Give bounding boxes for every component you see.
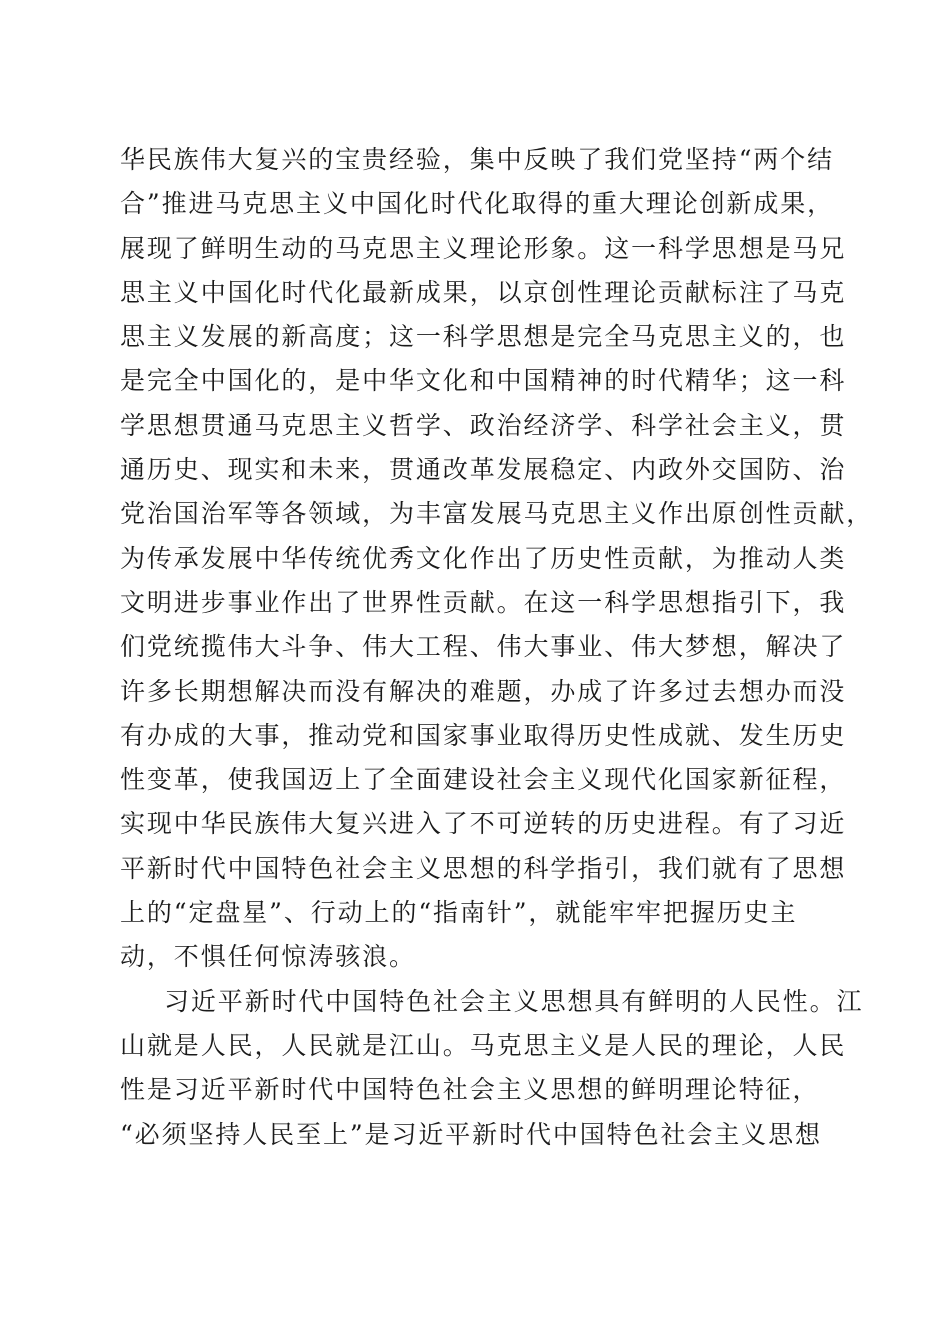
text-line: 学思想贯通马克思主义哲学、政治经济学、科学社会主义，贯 [120,410,847,440]
text-line: “必须坚持人民至上”是习近平新时代中国特色社会主义思想 [120,1119,822,1149]
text-line: 性是习近平新时代中国特色社会主义思想的鲜明理论特征， [120,1075,820,1105]
text-line: 通历史、现实和未来，贯通改革发展稳定、内政外交国防、治 [120,455,847,485]
text-line: 上的“定盘星”、行动上的“指南针”，就能牢牢把握历史主 [120,898,798,928]
text-line: 动，不惧任何惊涛骇浪。 [120,942,416,972]
text-line: 平新时代中国特色社会主义思想的科学指引，我们就有了思想 [120,853,847,883]
text-line: 为传承发展中华传统优秀文化作出了历史性贡献，为推动人类 [120,543,847,573]
text-line: 思主义发展的新高度；这一科学思想是完全马克思主义的，也 [120,322,847,352]
text-line: 合”推进马克思主义中国化时代化取得的重大理论创新成果， [120,189,835,219]
text-line: 思主义中国化时代化最新成果，以京创性理论贡献标注了马克 [120,277,847,307]
text-line: 文明进步事业作出了世界性贡献。在这一科学思想指引下，我 [120,587,847,617]
text-line: 许多长期想解决而没有解决的难题，办成了许多过去想办而没 [120,676,847,706]
text-line: 性变革，使我国迈上了全面建设社会主义现代化国家新征程， [120,765,847,795]
text-line: 实现中华民族伟大复兴进入了不可逆转的历史进程。有了习近 [120,809,847,839]
body-text [120,138,874,1157]
text-line: 们党统揽伟大斗争、伟大工程、伟大事业、伟大梦想，解决了 [120,632,847,662]
text-line: 山就是人民，人民就是江山。马克思主义是人民的理论，人民 [120,1030,847,1060]
text-line: 党治国治军等各领域，为丰富发展马克思主义作出原创性贡献， [120,499,874,529]
text-line: 展现了鲜明生动的马克思主义理论形象。这一科学思想是马兄 [120,233,847,263]
text-line: 华民族伟大复兴的宝贵经验，集中反映了我们党坚持“两个结 [120,145,835,174]
text-line: 有办成的大事，推动党和国家事业取得历史性成就、发生历史 [120,720,847,750]
text-line: 是完全中国化的，是中华文化和中国精神的时代精华；这一科 [120,366,847,396]
paragraph-start-line: 习近平新时代中国特色社会主义思想具有鲜明的人民性。江 [164,986,864,1016]
